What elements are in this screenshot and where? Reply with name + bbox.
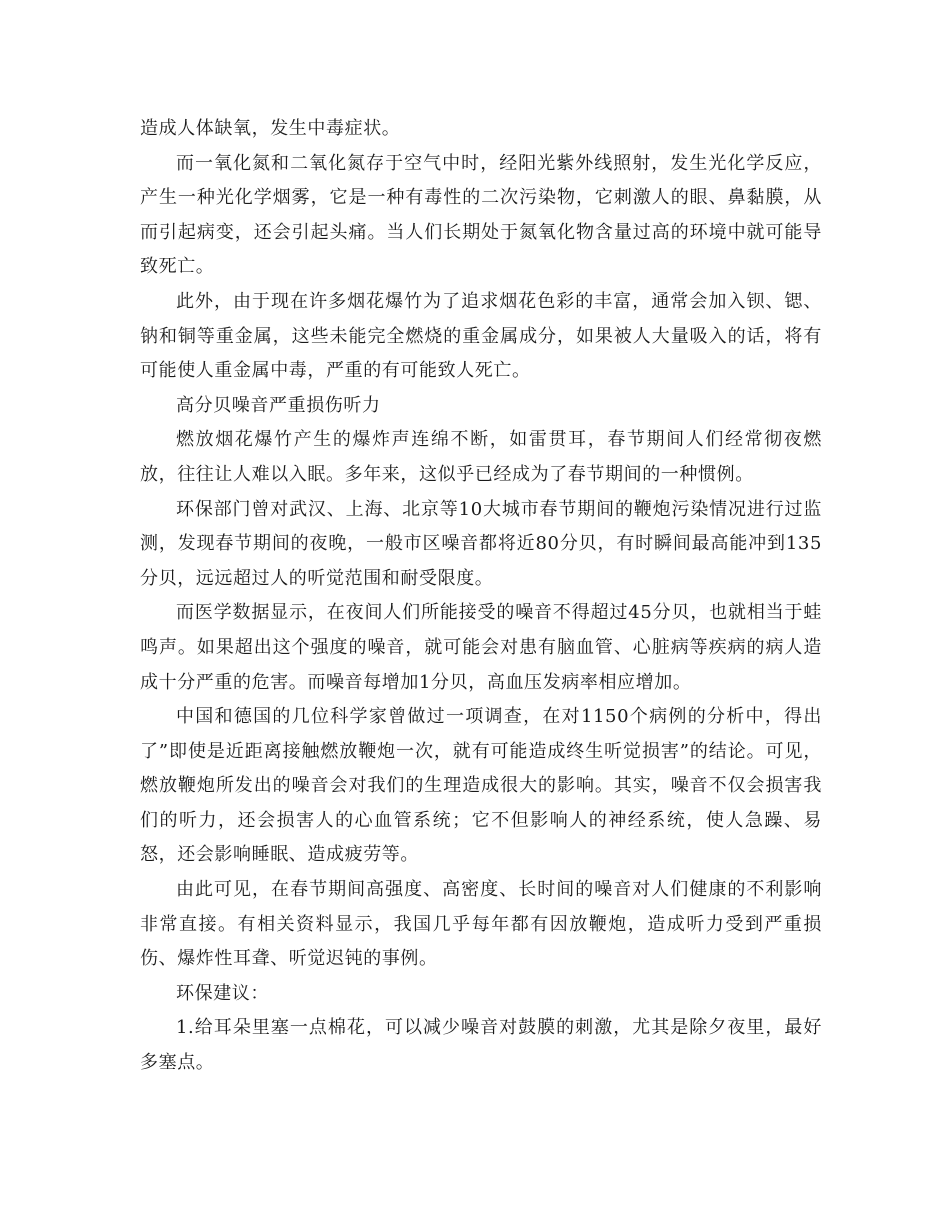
paragraph: 而医学数据显示，在夜间人们所能接受的噪音不得超过45分贝，也就相当于蛙鸣声。如果超出这个强度的噪音，就可能会对患有脑血管、心脏病等疾病的病人造成十分严重的危害。而噪音每增加1分贝，高血压发病率相应增加。 (140, 602, 822, 693)
paragraph: 而一氧化氮和二氧化氮存于空气中时，经阳光紫外线照射，发生光化学反应，产生一种光化学烟雾，它是一种有毒性的二次污染物，它刺激人的眼、鼻黏膜，从而引起病变，还会引起头痛。当人们长期处于氮氧化物含量过高的环境中就可能导致死亡。 (140, 152, 822, 278)
paragraph: 由此可见，在春节期间高强度、高密度、长时间的噪音对人们健康的不利影响非常直接。有相关资料显示，我国几乎每年都有因放鞭炮，造成听力受到严重损伤、爆炸性耳聋、听觉迟钝的事例。 (140, 879, 822, 970)
paragraph: 燃放烟花爆竹产生的爆炸声连绵不断，如雷贯耳，春节期间人们经常彻夜燃放，往往让人难以入眠。多年来，这似乎已经成为了春节期间的一种惯例。 (140, 429, 822, 485)
paragraph: 环保部门曾对武汉、上海、北京等10大城市春节期间的鞭炮污染情况进行过监测，发现春节期间的夜晚，一般市区噪音都将近80分贝，有时瞬间最高能冲到135分贝，远远超过人的听觉范围和耐受限度。 (140, 498, 822, 589)
paragraph: 此外，由于现在许多烟花爆竹为了追求烟花色彩的丰富，通常会加入钡、锶、钠和铜等重金属，这些未能完全燃烧的重金属成分，如果被人大量吸入的话，将有可能使人重金属中毒，严重的有可能致人死亡。 (140, 290, 822, 382)
list-item: 1.给耳朵里塞一点棉花，可以减少噪音对鼓膜的刺激，尤其是除夕夜里，最好多塞点。 (140, 1017, 822, 1074)
document-body (140, 112, 822, 1081)
paragraph: 造成人体缺氧，发生中毒症状。 (140, 118, 401, 139)
section-heading: 高分贝噪音严重损伤听力 (176, 394, 381, 416)
section-heading: 环保建议： (176, 982, 269, 1004)
paragraph: 中国和德国的几位科学家曾做过一项调查，在对1150个病例的分析中，得出了”即使是近距离接触燃放鞭炮一次，就有可能造成终生听觉损害”的结论。可见，燃放鞭炮所发出的噪音会对我们的生理造成很大的影响。其实，噪音不仅会损害我们的听力，还会损害人的心血管系统；它不但影响人的神经系统，使人急躁、易怒，还会影响睡眠、造成疲劳等。 (140, 706, 822, 866)
